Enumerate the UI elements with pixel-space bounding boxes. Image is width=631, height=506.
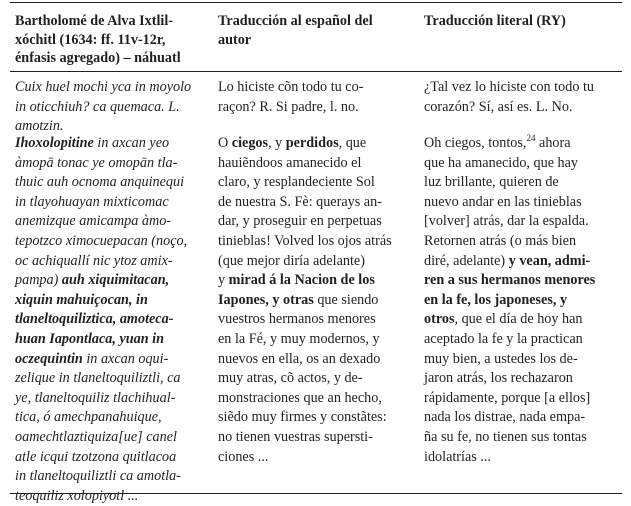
text-run: rápidamente, porque [a ellos]	[424, 389, 591, 406]
text-run: atle icqui tzotzona quitlacoa	[15, 448, 177, 465]
text-run: de nuestra S. Fè: querays an-	[218, 193, 382, 210]
text-run: en la Fé, y muy modernos, y	[218, 330, 380, 347]
text-run: in axcan yeo	[93, 135, 170, 151]
text-run: in tlayohuayan mixticomac	[15, 193, 169, 210]
text-run: Ihoxolopitine	[15, 135, 94, 151]
text-line	[424, 154, 624, 174]
text-line	[218, 389, 408, 409]
text-line	[218, 252, 408, 272]
nahuatl-passage-1	[15, 78, 203, 137]
text-run: teoquiliz xolopiyotl ...	[15, 487, 139, 504]
text-line	[424, 291, 624, 311]
text-line: Lo hiciste cõn todo tu co-	[218, 79, 364, 95]
text-line	[15, 310, 203, 330]
text-run: no tienen vuestras supersti-	[218, 428, 373, 445]
literal-translation-passage-1	[424, 78, 624, 117]
text-line	[218, 134, 408, 154]
text-run: [volver] atrás, dar la espalda.	[424, 213, 589, 230]
text-line	[424, 134, 624, 154]
text-run: tinieblas! Volved los ojos atrás	[218, 232, 392, 249]
text-line: in oticchiuh? ca quemaca. L.	[15, 98, 180, 115]
author-translation-passage-1	[218, 78, 408, 117]
text-line	[15, 271, 203, 291]
text-run: xiquin mahuiçocan, in	[15, 291, 148, 308]
text-run: muy bien, a ustedes los de-	[424, 350, 578, 367]
nahuatl-passage-2	[15, 134, 203, 506]
text-line	[424, 232, 624, 252]
text-run: ahora	[535, 135, 571, 151]
text-run: , que el día de hoy han	[454, 311, 583, 328]
text-line	[15, 487, 203, 506]
text-line: énfasis agregado) – náhuatl	[15, 50, 181, 66]
text-run: oamechtlaztiquiza[ue] canel	[15, 428, 177, 445]
text-line: Cuix huel mochi yca in moyolo	[15, 79, 192, 95]
text-line	[218, 448, 408, 468]
text-line	[218, 291, 408, 311]
text-line	[424, 310, 624, 330]
text-line	[424, 330, 624, 350]
text-line: Traducción al español del	[218, 13, 373, 29]
text-line	[218, 154, 408, 174]
text-line	[15, 212, 203, 232]
text-run: anemizque amicampa àmo-	[15, 213, 172, 230]
text-run: y vean, admi-	[508, 252, 591, 269]
text-line	[424, 212, 624, 232]
text-line	[424, 369, 624, 389]
footnote-marker: 24	[526, 133, 536, 143]
text-run: dar, y proseguir en perpetuas	[218, 213, 382, 230]
text-line: corazón? Sí, así es. L. No.	[424, 98, 573, 115]
text-run: , y	[268, 135, 286, 151]
text-run: àmopā tonac ye omopān tla-	[15, 154, 178, 171]
text-run: perdidos	[285, 135, 339, 151]
top-rule	[10, 2, 622, 3]
text-line	[15, 467, 203, 487]
text-run: siẽdo muy firmes y constãtes:	[218, 409, 387, 426]
text-run: jaron atrás, los rechazaron	[424, 370, 573, 387]
text-run: huan Iapontlaca, yuan in	[15, 330, 165, 347]
literal-translation-passage-2	[424, 134, 624, 467]
text-line	[15, 448, 203, 468]
text-line	[424, 271, 624, 291]
text-run: tica, ó amechpanahuique,	[15, 409, 162, 426]
text-line	[218, 428, 408, 448]
text-run: ciones ...	[218, 448, 269, 465]
text-line	[424, 193, 624, 213]
text-run: monstraciones que an hecho,	[218, 389, 382, 406]
header-rule	[10, 71, 622, 72]
text-run: ciegos	[231, 135, 269, 151]
text-run: muy atras, cõ actos, y de-	[218, 370, 363, 387]
text-run: ren a sus hermanos menores	[424, 272, 596, 289]
text-line: autor	[218, 31, 252, 48]
text-run: luz brillante, quieren de	[424, 174, 559, 191]
text-line: xóchitl (1634: ff. 11v-12r,	[15, 31, 166, 48]
text-run: idolatrías ...	[424, 448, 491, 465]
text-line	[15, 193, 203, 213]
text-run: claro, y resplandeciente Sol	[218, 174, 375, 191]
text-run: oczequintin	[15, 350, 83, 367]
text-line	[424, 350, 624, 370]
text-line	[218, 193, 408, 213]
text-run: , que	[338, 135, 367, 151]
text-line	[15, 252, 203, 272]
text-line	[424, 448, 624, 468]
text-line	[218, 212, 408, 232]
text-run: en la fe, los japoneses, y	[424, 291, 568, 308]
text-run: in axcan oqui-	[82, 350, 169, 367]
text-line: raçon? R. Si padre, l. no.	[218, 98, 359, 115]
text-run: diré, adelante)	[424, 252, 509, 269]
text-run: pampa)	[15, 272, 62, 289]
text-line	[218, 330, 408, 350]
text-line	[15, 389, 203, 409]
text-run: vuestros hermanos menores	[218, 311, 376, 328]
text-line: ¿Tal vez lo hiciste con todo tu	[424, 79, 594, 95]
text-run: que siendo	[313, 291, 379, 308]
text-run: O	[218, 135, 232, 151]
text-line	[218, 408, 408, 428]
text-run: Retornen atrás (o más bien	[424, 232, 577, 249]
text-run: y	[218, 272, 229, 289]
text-line	[424, 428, 624, 448]
header-literal-translation	[424, 12, 624, 31]
text-line: Bartholomé de Alva Ixtlil-	[15, 13, 174, 29]
text-line	[424, 252, 624, 272]
text-run: thuic auh ocnoma anquinequi	[15, 174, 185, 191]
text-run: hauiẽndoos amanecido el	[218, 154, 362, 171]
text-line	[218, 271, 408, 291]
text-run: nada los distrae, nada empa-	[424, 409, 586, 426]
header-nahuatl	[15, 12, 203, 68]
text-run: auh xiquimitacan,	[61, 272, 170, 289]
text-line	[15, 428, 203, 448]
text-run: oc achiquallí nic ytoz amix-	[15, 252, 173, 269]
text-line	[15, 173, 203, 193]
text-run: Iapones, y otras	[218, 291, 314, 308]
text-run: tepotzco ximocuepacan (noço,	[15, 232, 188, 249]
text-line	[424, 173, 624, 193]
author-translation-passage-2	[218, 134, 408, 467]
text-run: ye, tlaneltoquiliz tlachihual-	[15, 389, 176, 406]
text-line	[15, 330, 203, 350]
text-line	[15, 232, 203, 252]
text-run: zelique in tlaneltoquiliztli, ca	[15, 370, 181, 387]
text-line	[424, 408, 624, 428]
text-line	[15, 291, 203, 311]
text-line: Traducción literal (RY)	[424, 13, 566, 29]
text-run: otros	[424, 311, 455, 328]
text-line	[15, 408, 203, 428]
text-run: nuevos en ella, os an dexado	[218, 350, 381, 367]
text-line	[218, 369, 408, 389]
text-run: tlaneltoquiliztica, amoteca-	[15, 311, 174, 328]
text-run: que ha amanecido, que hay	[424, 154, 579, 171]
text-run: Oh ciegos, tontos,	[424, 135, 527, 151]
text-line	[218, 232, 408, 252]
text-line	[15, 369, 203, 389]
text-line	[15, 350, 203, 370]
text-run: (que mejor diría adelante)	[218, 252, 365, 269]
header-author-translation	[218, 12, 408, 49]
text-run: aceptado la fe y la practican	[424, 330, 583, 347]
text-run: nuevo andar en las tinieblas	[424, 193, 582, 210]
text-line	[218, 350, 408, 370]
text-run: ña su fe, no tienen sus tontas	[424, 428, 587, 445]
text-line	[424, 389, 624, 409]
text-line	[218, 173, 408, 193]
text-run: in tlaneltoquiliztli ca amotla-	[15, 468, 181, 485]
text-run: mirad á la Nacion de los	[228, 272, 375, 289]
text-line	[15, 134, 203, 154]
text-line	[15, 154, 203, 174]
text-line: amotzin.	[15, 118, 64, 135]
text-line	[218, 310, 408, 330]
